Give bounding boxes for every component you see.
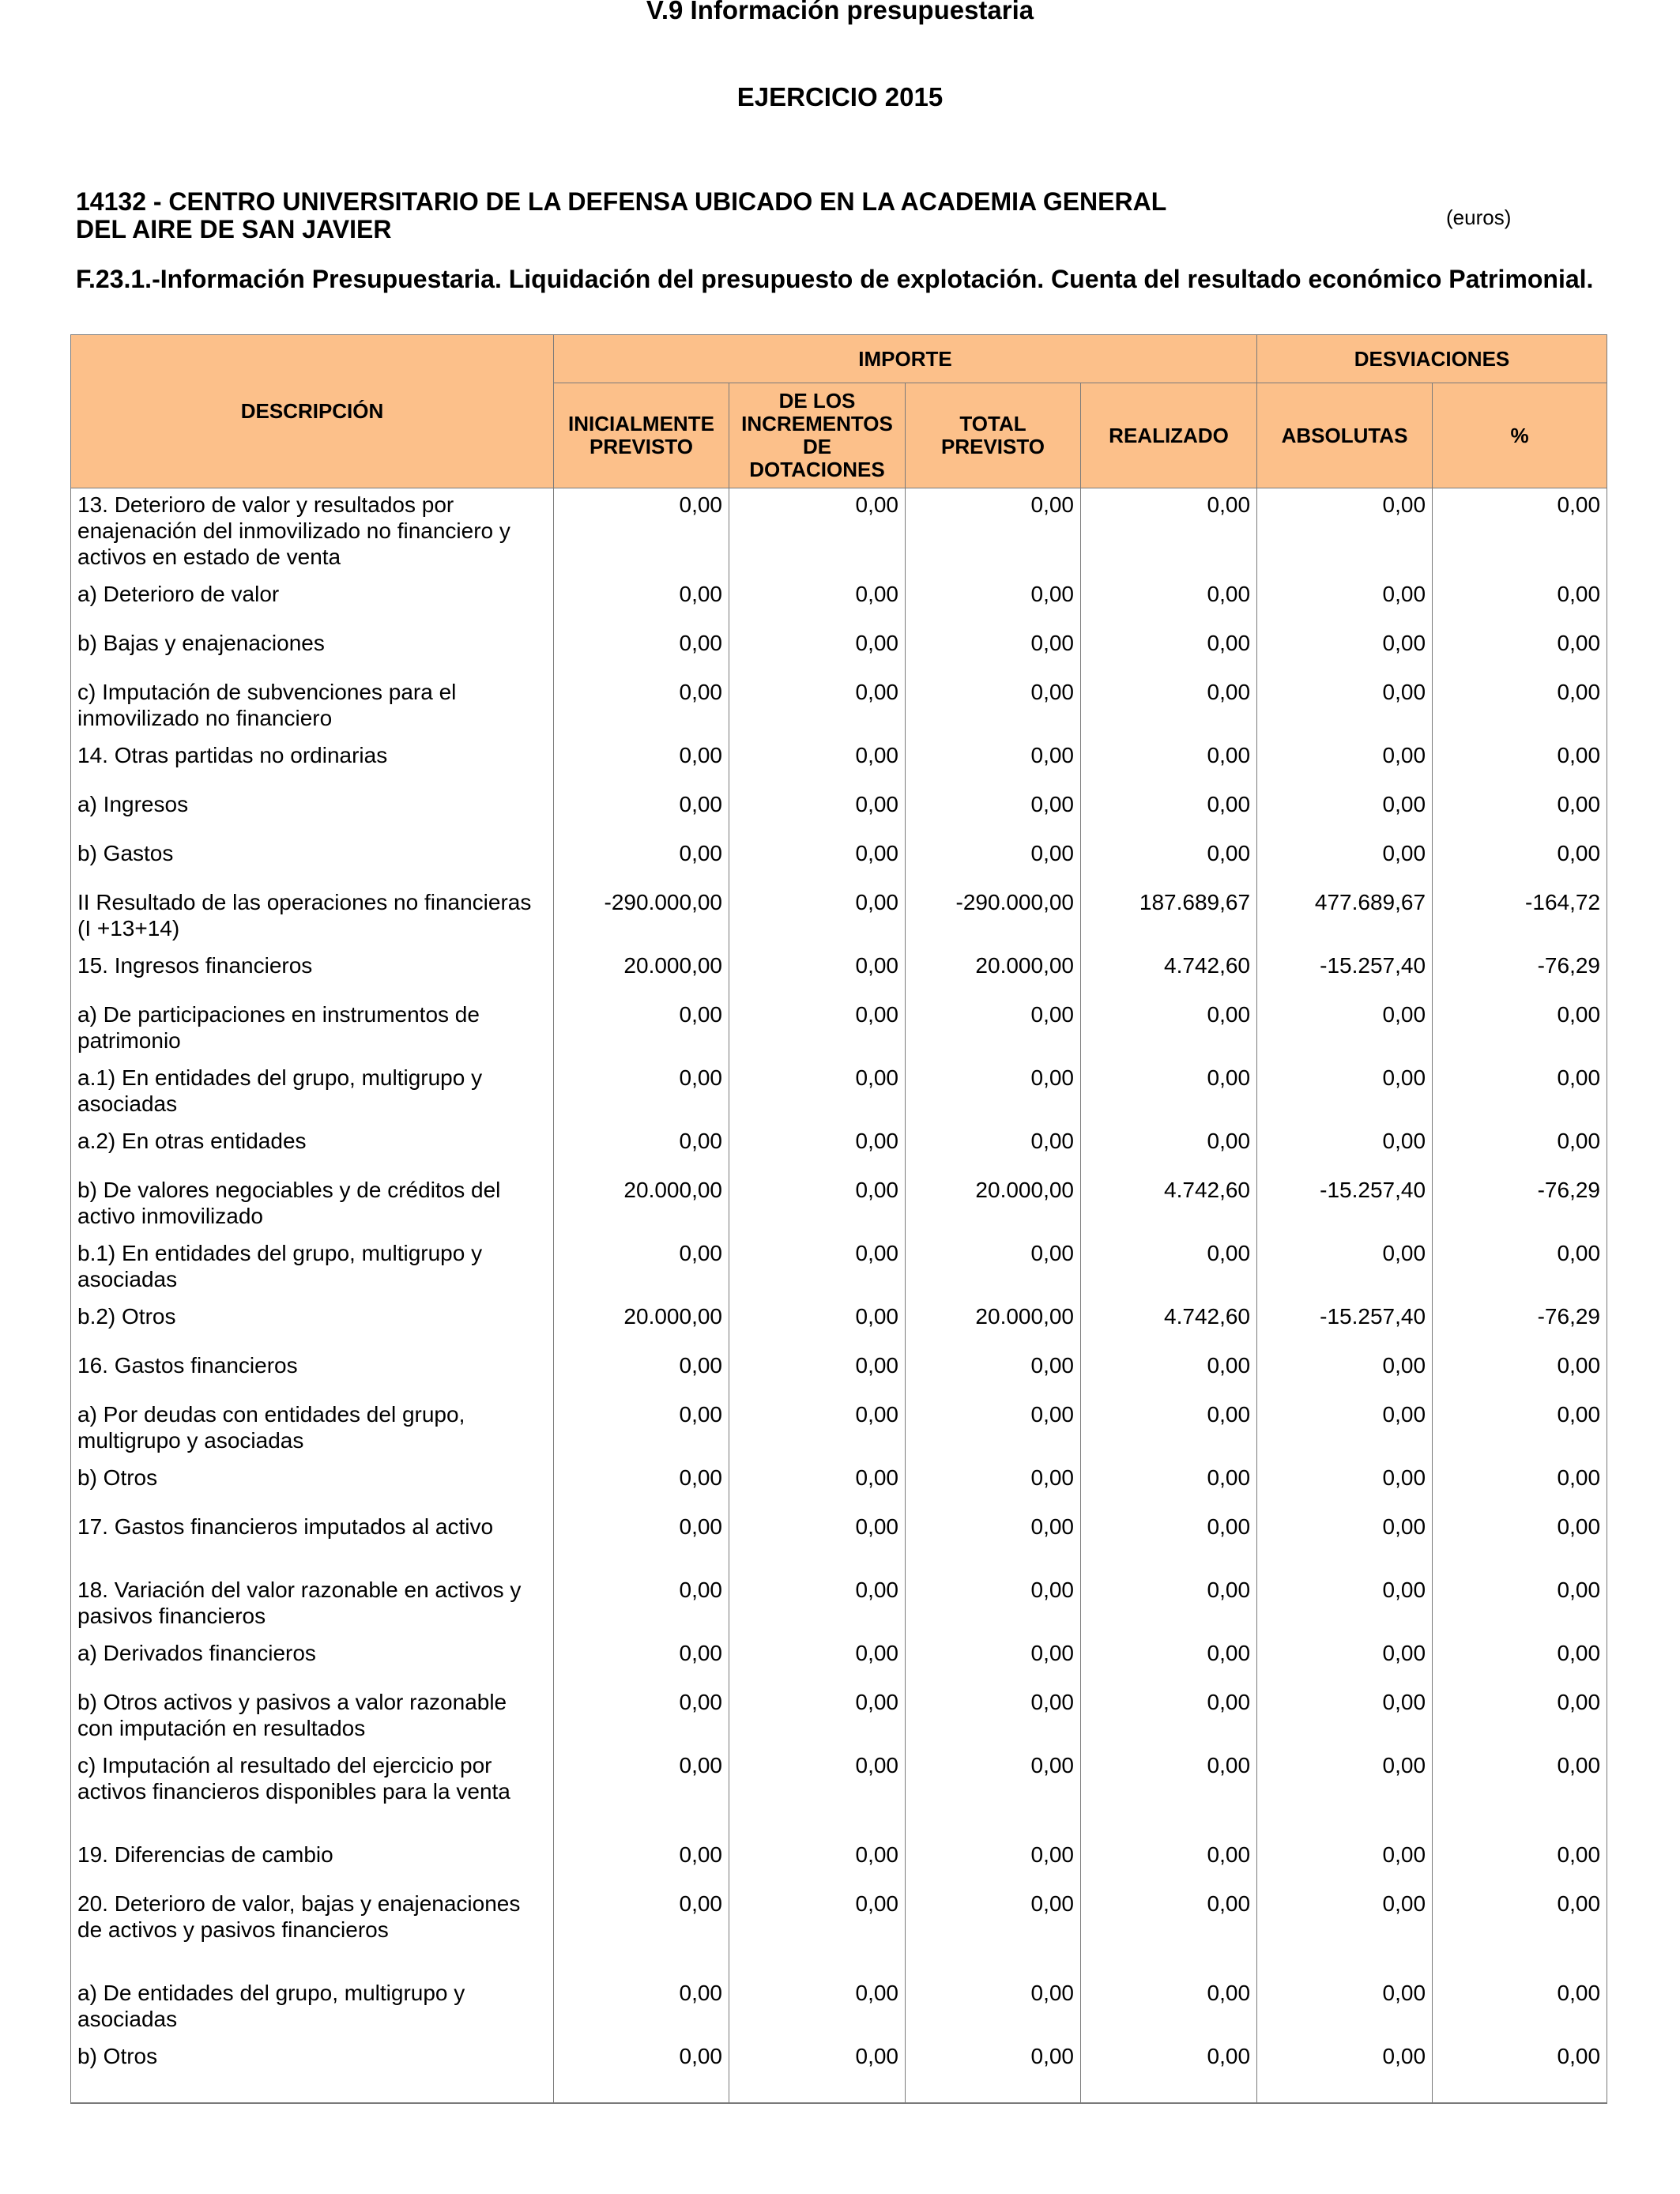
row-description: 17. Gastos financieros imputados al activo (71, 1510, 554, 1574)
cell-porcentaje: 0,00 (1433, 2040, 1607, 2103)
row-description: 13. Deterioro de valor y resultados por enajenación del inmovilizado no financiero y activos en estado de venta (71, 488, 554, 578)
cell-inicialmente-previsto: 0,00 (554, 627, 729, 676)
table-row (71, 2040, 1607, 2103)
table-row (71, 1887, 1607, 1977)
table-row (71, 1349, 1607, 1398)
cell-total-previsto: 0,00 (906, 676, 1081, 739)
cell-realizado: 0,00 (1081, 1574, 1257, 1637)
table-row (71, 676, 1607, 739)
cell-total-previsto: 0,00 (906, 739, 1081, 788)
row-description: b) Gastos (71, 837, 554, 886)
cell-absolutas: 0,00 (1257, 627, 1433, 676)
cell-inicialmente-previsto: 20.000,00 (554, 949, 729, 998)
cell-absolutas: -15.257,40 (1257, 1300, 1433, 1349)
cell-incrementos-dotaciones: 0,00 (729, 788, 906, 837)
row-description: b.1) En entidades del grupo, multigrupo y asociadas (71, 1237, 554, 1300)
cell-total-previsto: 0,00 (906, 1977, 1081, 2040)
row-description: a.2) En otras entidades (71, 1125, 554, 1174)
cell-porcentaje: 0,00 (1433, 1686, 1607, 1749)
cell-inicialmente-previsto: 0,00 (554, 1237, 729, 1300)
row-description: b) De valores negociables y de créditos del activo inmovilizado (71, 1174, 554, 1237)
cell-inicialmente-previsto: 20.000,00 (554, 1300, 729, 1349)
cell-inicialmente-previsto: 0,00 (554, 1461, 729, 1510)
cell-absolutas: 0,00 (1257, 1061, 1433, 1125)
cell-total-previsto: 0,00 (906, 1398, 1081, 1461)
table-row (71, 886, 1607, 949)
cell-incrementos-dotaciones: 0,00 (729, 578, 906, 627)
cell-incrementos-dotaciones: 0,00 (729, 1510, 906, 1574)
cell-incrementos-dotaciones: 0,00 (729, 1686, 906, 1749)
header-group-desviaciones: DESVIACIONES (1257, 335, 1607, 383)
cell-absolutas: 0,00 (1257, 1349, 1433, 1398)
row-description: a) Ingresos (71, 788, 554, 837)
cell-porcentaje: 0,00 (1433, 1637, 1607, 1686)
cell-inicialmente-previsto: 0,00 (554, 1686, 729, 1749)
cell-incrementos-dotaciones: 0,00 (729, 1398, 906, 1461)
table-body (71, 488, 1607, 2103)
cell-inicialmente-previsto: 0,00 (554, 788, 729, 837)
cell-absolutas: 0,00 (1257, 1125, 1433, 1174)
row-description: 16. Gastos financieros (71, 1349, 554, 1398)
cell-absolutas: 0,00 (1257, 2040, 1433, 2103)
cell-total-previsto: 20.000,00 (906, 949, 1081, 998)
cell-inicialmente-previsto: 0,00 (554, 1749, 729, 1838)
cell-porcentaje: -76,29 (1433, 949, 1607, 998)
row-description: c) Imputación al resultado del ejercicio por activos financieros disponibles para la venta (71, 1749, 554, 1838)
cell-inicialmente-previsto: 0,00 (554, 578, 729, 627)
cell-inicialmente-previsto: 0,00 (554, 1125, 729, 1174)
cell-inicialmente-previsto: 0,00 (554, 2040, 729, 2103)
row-description: a) Derivados financieros (71, 1637, 554, 1686)
cell-total-previsto: 0,00 (906, 1461, 1081, 1510)
header-absolutas: ABSOLUTAS (1257, 383, 1433, 488)
cell-inicialmente-previsto: 0,00 (554, 488, 729, 578)
header-group-importe: IMPORTE (554, 335, 1257, 383)
table-row (71, 1174, 1607, 1237)
cell-inicialmente-previsto: 0,00 (554, 837, 729, 886)
header-realizado: REALIZADO (1081, 383, 1257, 488)
cell-inicialmente-previsto: 0,00 (554, 1838, 729, 1887)
cell-incrementos-dotaciones: 0,00 (729, 627, 906, 676)
cell-absolutas: 0,00 (1257, 1686, 1433, 1749)
cell-realizado: 0,00 (1081, 1461, 1257, 1510)
cell-inicialmente-previsto: 0,00 (554, 1398, 729, 1461)
cell-porcentaje: 0,00 (1433, 739, 1607, 788)
cell-total-previsto: 0,00 (906, 1887, 1081, 1977)
cell-realizado: 0,00 (1081, 1686, 1257, 1749)
cell-incrementos-dotaciones: 0,00 (729, 1061, 906, 1125)
table-row (71, 1838, 1607, 1887)
cell-porcentaje: 0,00 (1433, 676, 1607, 739)
cell-inicialmente-previsto: 0,00 (554, 1061, 729, 1125)
cell-total-previsto: 0,00 (906, 998, 1081, 1061)
cell-absolutas: -15.257,40 (1257, 1174, 1433, 1237)
cell-absolutas: 0,00 (1257, 1977, 1433, 2040)
cell-total-previsto: 20.000,00 (906, 1300, 1081, 1349)
cell-realizado: 4.742,60 (1081, 1174, 1257, 1237)
row-description: c) Imputación de subvenciones para el inmovilizado no financiero (71, 676, 554, 739)
table-row (71, 1749, 1607, 1838)
cell-inicialmente-previsto: 0,00 (554, 676, 729, 739)
entity-name (76, 188, 1340, 243)
cell-porcentaje: 0,00 (1433, 627, 1607, 676)
cell-total-previsto: 0,00 (906, 1686, 1081, 1749)
header-descripcion: DESCRIPCIÓN (71, 335, 554, 488)
cell-inicialmente-previsto: 0,00 (554, 998, 729, 1061)
cell-incrementos-dotaciones: 0,00 (729, 1174, 906, 1237)
cell-realizado: 0,00 (1081, 1838, 1257, 1887)
cell-realizado: 0,00 (1081, 1237, 1257, 1300)
cell-incrementos-dotaciones: 0,00 (729, 676, 906, 739)
table-row (71, 949, 1607, 998)
table-row (71, 488, 1607, 578)
cell-absolutas: 0,00 (1257, 1749, 1433, 1838)
cell-total-previsto: 0,00 (906, 837, 1081, 886)
cell-incrementos-dotaciones: 0,00 (729, 1749, 906, 1838)
table-row (71, 1061, 1607, 1125)
header-incrementos-dotaciones: DE LOS INCREMENTOS DE DOTACIONES (729, 383, 906, 488)
cell-incrementos-dotaciones: 0,00 (729, 886, 906, 949)
cell-inicialmente-previsto: -290.000,00 (554, 886, 729, 949)
entity-name-line1: 14132 - CENTRO UNIVERSITARIO DE LA DEFENSA UBICADO EN LA ACADEMIA GENERAL (76, 187, 1167, 216)
cell-incrementos-dotaciones: 0,00 (729, 1461, 906, 1510)
cell-porcentaje: 0,00 (1433, 1125, 1607, 1174)
cell-realizado: 0,00 (1081, 578, 1257, 627)
cell-absolutas: 0,00 (1257, 998, 1433, 1061)
cell-realizado: 0,00 (1081, 1637, 1257, 1686)
table-row (71, 1637, 1607, 1686)
report-title: F.23.1.-Información Presupuestaria. Liquidación del presupuesto de explotación. Cuenta del resultado económico Patrimonial. (76, 265, 1594, 293)
cell-total-previsto: 0,00 (906, 1125, 1081, 1174)
cell-realizado: 0,00 (1081, 788, 1257, 837)
cell-porcentaje: 0,00 (1433, 488, 1607, 578)
table-row (71, 1686, 1607, 1749)
row-description: a) Deterioro de valor (71, 578, 554, 627)
cell-incrementos-dotaciones: 0,00 (729, 1574, 906, 1637)
cell-inicialmente-previsto: 0,00 (554, 739, 729, 788)
cell-realizado: 0,00 (1081, 1349, 1257, 1398)
cell-absolutas: 0,00 (1257, 1510, 1433, 1574)
cell-realizado: 0,00 (1081, 1977, 1257, 2040)
cell-incrementos-dotaciones: 0,00 (729, 1838, 906, 1887)
cell-incrementos-dotaciones: 0,00 (729, 1977, 906, 2040)
cell-incrementos-dotaciones: 0,00 (729, 949, 906, 998)
header-porcentaje: % (1433, 383, 1607, 488)
budget-table (70, 334, 1607, 2104)
cell-realizado: 0,00 (1081, 1510, 1257, 1574)
cell-total-previsto: 20.000,00 (906, 1174, 1081, 1237)
row-description: 18. Variación del valor razonable en activos y pasivos financieros (71, 1574, 554, 1637)
cell-realizado: 0,00 (1081, 998, 1257, 1061)
cell-porcentaje: 0,00 (1433, 1838, 1607, 1887)
table-row (71, 1398, 1607, 1461)
row-description: 19. Diferencias de cambio (71, 1838, 554, 1887)
row-description: II Resultado de las operaciones no financieras (I +13+14) (71, 886, 554, 949)
cell-absolutas: -15.257,40 (1257, 949, 1433, 998)
cell-total-previsto: 0,00 (906, 1749, 1081, 1838)
cell-realizado: 0,00 (1081, 1125, 1257, 1174)
header-inicialmente-previsto: INICIALMENTE PREVISTO (554, 383, 729, 488)
cell-porcentaje: 0,00 (1433, 1510, 1607, 1574)
cell-total-previsto: 0,00 (906, 1349, 1081, 1398)
cell-total-previsto: 0,00 (906, 1574, 1081, 1637)
row-description: b) Bajas y enajenaciones (71, 627, 554, 676)
row-description: b) Otros activos y pasivos a valor razonable con imputación en resultados (71, 1686, 554, 1749)
cell-incrementos-dotaciones: 0,00 (729, 1237, 906, 1300)
table-row (71, 998, 1607, 1061)
fiscal-year: EJERCICIO 2015 (736, 82, 944, 111)
cell-absolutas: 0,00 (1257, 488, 1433, 578)
cell-absolutas: 0,00 (1257, 1574, 1433, 1637)
row-description: 15. Ingresos financieros (71, 949, 554, 998)
currency-units: (euros) (1446, 205, 1512, 229)
cell-total-previsto: 0,00 (906, 578, 1081, 627)
cell-porcentaje: -76,29 (1433, 1174, 1607, 1237)
cell-inicialmente-previsto: 0,00 (554, 1349, 729, 1398)
cell-porcentaje: -164,72 (1433, 886, 1607, 949)
cell-porcentaje: 0,00 (1433, 1461, 1607, 1510)
cell-porcentaje: 0,00 (1433, 1398, 1607, 1461)
cell-total-previsto: 0,00 (906, 2040, 1081, 2103)
cell-porcentaje: 0,00 (1433, 1977, 1607, 2040)
table-row (71, 788, 1607, 837)
cell-total-previsto: 0,00 (906, 627, 1081, 676)
cell-inicialmente-previsto: 0,00 (554, 1574, 729, 1637)
cell-total-previsto: 0,00 (906, 488, 1081, 578)
entity-name-line2: DEL AIRE DE SAN JAVIER (76, 215, 392, 243)
cell-absolutas: 0,00 (1257, 578, 1433, 627)
cell-realizado: 4.742,60 (1081, 1300, 1257, 1349)
cell-porcentaje: 0,00 (1433, 837, 1607, 886)
row-description: a) Por deudas con entidades del grupo, multigrupo y asociadas (71, 1398, 554, 1461)
cell-porcentaje: 0,00 (1433, 788, 1607, 837)
cell-porcentaje: 0,00 (1433, 578, 1607, 627)
cell-total-previsto: -290.000,00 (906, 886, 1081, 949)
cell-absolutas: 0,00 (1257, 1398, 1433, 1461)
cell-incrementos-dotaciones: 0,00 (729, 1349, 906, 1398)
cell-inicialmente-previsto: 0,00 (554, 1637, 729, 1686)
cell-inicialmente-previsto: 0,00 (554, 1887, 729, 1977)
row-description: b) Otros (71, 2040, 554, 2103)
cell-inicialmente-previsto: 20.000,00 (554, 1174, 729, 1237)
table-row (71, 1461, 1607, 1510)
cell-total-previsto: 0,00 (906, 1237, 1081, 1300)
cell-porcentaje: 0,00 (1433, 1574, 1607, 1637)
table-row (71, 1237, 1607, 1300)
row-description: a) De participaciones en instrumentos de patrimonio (71, 998, 554, 1061)
table-row (71, 739, 1607, 788)
cell-incrementos-dotaciones: 0,00 (729, 998, 906, 1061)
cell-total-previsto: 0,00 (906, 1510, 1081, 1574)
table-row (71, 1574, 1607, 1637)
cell-realizado: 187.689,67 (1081, 886, 1257, 949)
cell-realizado: 0,00 (1081, 627, 1257, 676)
cell-realizado: 0,00 (1081, 676, 1257, 739)
row-description: b) Otros (71, 1461, 554, 1510)
cell-porcentaje: 0,00 (1433, 1349, 1607, 1398)
cell-total-previsto: 0,00 (906, 1637, 1081, 1686)
cell-absolutas: 0,00 (1257, 1838, 1433, 1887)
cell-absolutas: 0,00 (1257, 837, 1433, 886)
cell-total-previsto: 0,00 (906, 1838, 1081, 1887)
cell-realizado: 0,00 (1081, 1749, 1257, 1838)
cell-porcentaje: 0,00 (1433, 1237, 1607, 1300)
cell-porcentaje: 0,00 (1433, 1749, 1607, 1838)
cell-realizado: 4.742,60 (1081, 949, 1257, 998)
row-description: a) De entidades del grupo, multigrupo y asociadas (71, 1977, 554, 2040)
cell-realizado: 0,00 (1081, 1061, 1257, 1125)
row-description: 14. Otras partidas no ordinarias (71, 739, 554, 788)
cell-absolutas: 477.689,67 (1257, 886, 1433, 949)
cell-inicialmente-previsto: 0,00 (554, 1510, 729, 1574)
cell-incrementos-dotaciones: 0,00 (729, 1887, 906, 1977)
table-row (71, 1977, 1607, 2040)
cell-incrementos-dotaciones: 0,00 (729, 837, 906, 886)
table-row (71, 1300, 1607, 1349)
cell-incrementos-dotaciones: 0,00 (729, 488, 906, 578)
cell-porcentaje: -76,29 (1433, 1300, 1607, 1349)
cell-incrementos-dotaciones: 0,00 (729, 2040, 906, 2103)
cell-incrementos-dotaciones: 0,00 (729, 739, 906, 788)
cell-realizado: 0,00 (1081, 1398, 1257, 1461)
row-description: a.1) En entidades del grupo, multigrupo y asociadas (71, 1061, 554, 1125)
row-description: 20. Deterioro de valor, bajas y enajenaciones de activos y pasivos financieros (71, 1887, 554, 1977)
cell-total-previsto: 0,00 (906, 788, 1081, 837)
table-row (71, 1510, 1607, 1574)
cell-porcentaje: 0,00 (1433, 1061, 1607, 1125)
table-row (71, 1125, 1607, 1174)
cell-realizado: 0,00 (1081, 837, 1257, 886)
table-row (71, 837, 1607, 886)
cell-absolutas: 0,00 (1257, 676, 1433, 739)
cell-incrementos-dotaciones: 0,00 (729, 1637, 906, 1686)
cell-realizado: 0,00 (1081, 739, 1257, 788)
cell-incrementos-dotaciones: 0,00 (729, 1125, 906, 1174)
table-row (71, 627, 1607, 676)
cell-absolutas: 0,00 (1257, 1237, 1433, 1300)
section-title: V.9 Información presupuestaria (646, 0, 1034, 25)
header-total-previsto: TOTAL PREVISTO (906, 383, 1081, 488)
row-description: b.2) Otros (71, 1300, 554, 1349)
cell-absolutas: 0,00 (1257, 739, 1433, 788)
cell-absolutas: 0,00 (1257, 1887, 1433, 1977)
cell-absolutas: 0,00 (1257, 1637, 1433, 1686)
cell-total-previsto: 0,00 (906, 1061, 1081, 1125)
cell-realizado: 0,00 (1081, 1887, 1257, 1977)
cell-inicialmente-previsto: 0,00 (554, 1977, 729, 2040)
cell-absolutas: 0,00 (1257, 788, 1433, 837)
cell-porcentaje: 0,00 (1433, 1887, 1607, 1977)
table-row (71, 578, 1607, 627)
cell-porcentaje: 0,00 (1433, 998, 1607, 1061)
cell-realizado: 0,00 (1081, 2040, 1257, 2103)
cell-realizado: 0,00 (1081, 488, 1257, 578)
cell-absolutas: 0,00 (1257, 1461, 1433, 1510)
cell-incrementos-dotaciones: 0,00 (729, 1300, 906, 1349)
